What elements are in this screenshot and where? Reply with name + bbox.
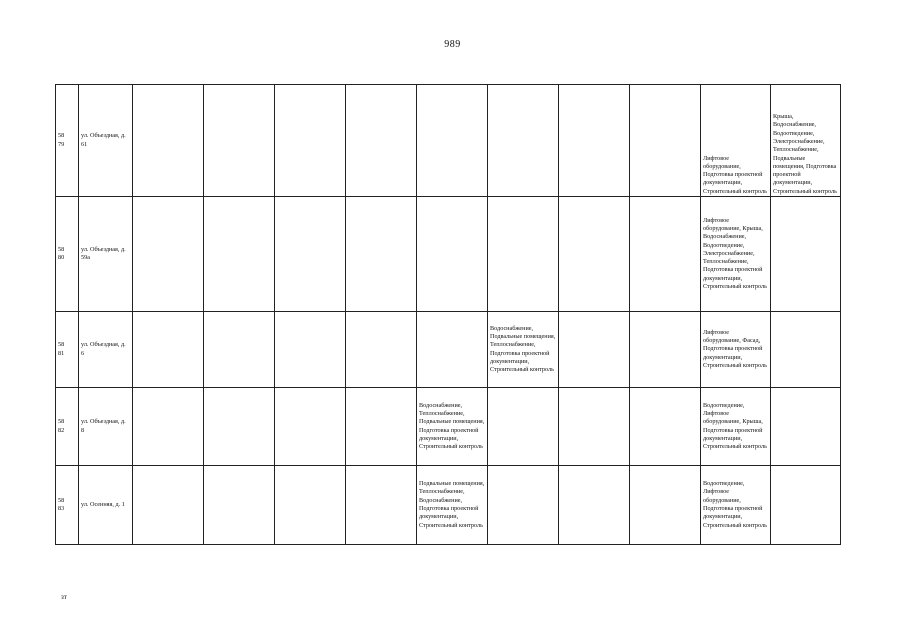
empty-cell (630, 388, 701, 466)
empty-cell (204, 466, 275, 545)
empty-cell (133, 197, 204, 312)
works-cell: Лифтовое оборудование, Фасад, Подготовка проектной документации, Строительный контроль (701, 312, 771, 388)
works-cell: Лифтовое оборудование, Крыша, Водоснабжение, Водоотведение, Электроснабжение, Теплоснабжение, Подготовка проектной документации, Строительный контроль (701, 197, 771, 312)
address-cell: ул. Объездная, д. 8 (79, 388, 133, 466)
row-number: 58 83 (56, 466, 79, 545)
empty-cell (630, 312, 701, 388)
works-cell: Водоснабжение, Подвальные помещения, Теплоснабжение, Подготовка проектной документации, Строительный контроль (488, 312, 559, 388)
empty-cell (346, 388, 417, 466)
empty-cell (346, 312, 417, 388)
empty-cell (275, 466, 346, 545)
page-number: 989 (444, 39, 461, 50)
works-cell: Водоотведение, Лифтовое оборудование, Подготовка проектной документации, Строительный контроль (701, 466, 771, 545)
empty-cell (133, 466, 204, 545)
empty-cell (559, 388, 630, 466)
empty-cell (204, 312, 275, 388)
table-row (56, 197, 841, 312)
works-cell: Водоснабжение, Теплоснабжение, Подвальные помещения, Подготовка проектной документации, Строительный контроль (417, 388, 488, 466)
works-cell: Лифтовое оборудование, Подготовка проектной документации, Строительный контроль (701, 85, 771, 197)
table-row (56, 312, 841, 388)
works-cell (771, 466, 841, 545)
empty-cell (275, 388, 346, 466)
empty-cell (559, 197, 630, 312)
works-cell (417, 312, 488, 388)
table-row (56, 85, 841, 197)
empty-cell (630, 85, 701, 197)
works-cell (488, 197, 559, 312)
row-number: 58 79 (56, 85, 79, 197)
works-cell: Водоотведение, Лифтовое оборудование, Крыша, Подготовка проектной документации, Строительный контроль (701, 388, 771, 466)
row-number: 58 81 (56, 312, 79, 388)
works-cell (771, 197, 841, 312)
empty-cell (204, 85, 275, 197)
empty-cell (133, 85, 204, 197)
works-cell (488, 466, 559, 545)
empty-cell (559, 312, 630, 388)
address-cell: ул. Объездная, д. 6 (79, 312, 133, 388)
works-table (55, 84, 841, 545)
works-cell (771, 388, 841, 466)
row-number: 58 82 (56, 388, 79, 466)
footer-mark: зт (61, 593, 67, 601)
empty-cell (346, 466, 417, 545)
empty-cell (630, 466, 701, 545)
empty-cell (275, 197, 346, 312)
empty-cell (204, 388, 275, 466)
empty-cell (133, 388, 204, 466)
table-row (56, 466, 841, 545)
address-cell: ул. Объездная, д. 61 (79, 85, 133, 197)
table-row (56, 388, 841, 466)
address-cell: ул. Осенняя, д. 1 (79, 466, 133, 545)
empty-cell (133, 312, 204, 388)
empty-cell (275, 312, 346, 388)
works-cell (488, 85, 559, 197)
works-cell (417, 85, 488, 197)
empty-cell (559, 466, 630, 545)
empty-cell (346, 85, 417, 197)
empty-cell (275, 85, 346, 197)
row-number: 58 80 (56, 197, 79, 312)
works-cell: Подвальные помещения, Теплоснабжение, Водоснабжение, Подготовка проектной документации, Строительный контроль (417, 466, 488, 545)
works-cell (417, 197, 488, 312)
works-cell (771, 312, 841, 388)
address-cell: ул. Объездная, д. 59а (79, 197, 133, 312)
empty-cell (204, 197, 275, 312)
empty-cell (559, 85, 630, 197)
works-cell (488, 388, 559, 466)
empty-cell (346, 197, 417, 312)
works-cell: Крыша, Водоснабжение, Водоотведение, Электроснабжение, Теплоснабжение, Подвальные помещения, Подготовка проектной документации, Строительный контроль (771, 85, 841, 197)
empty-cell (630, 197, 701, 312)
